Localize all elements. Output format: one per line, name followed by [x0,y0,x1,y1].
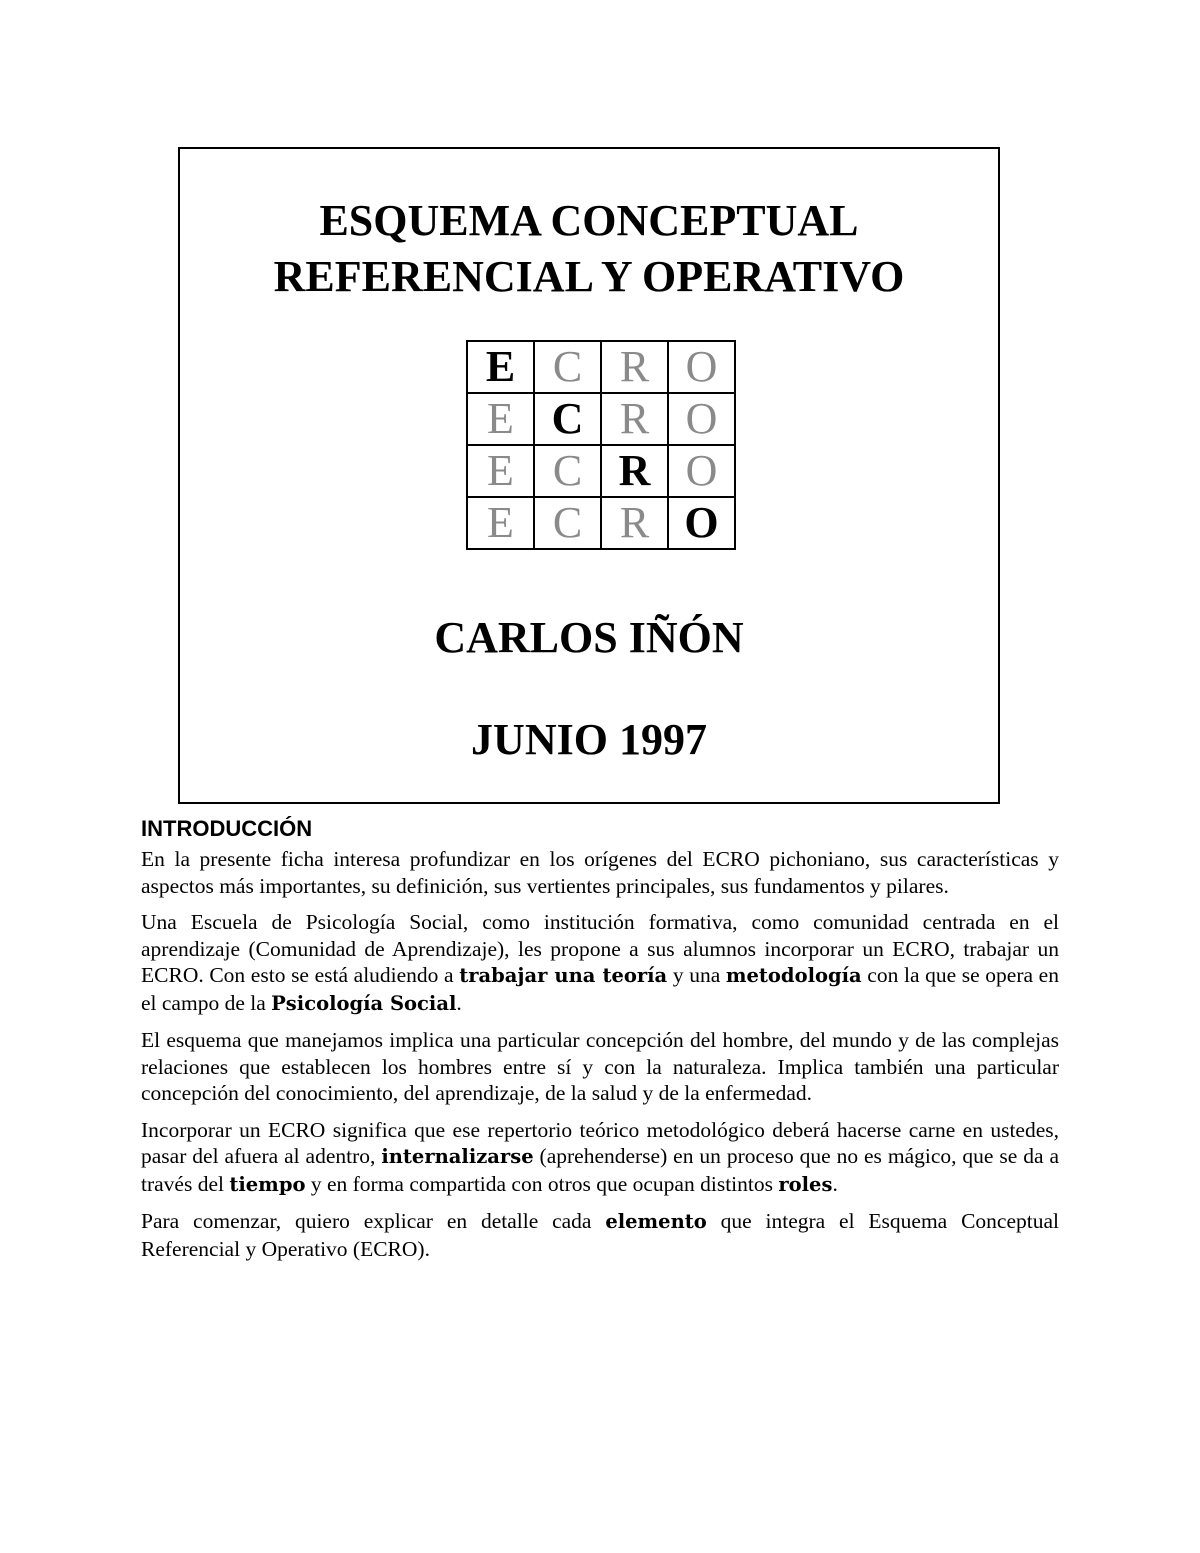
title-line-1: ESQUEMA CONCEPTUAL [319,196,859,245]
bold-term: elemento [605,1210,707,1233]
bold-term: metodología [725,964,862,987]
ecro-cell-c: C [534,445,601,497]
ecro-cell-c: C [534,393,601,445]
document-title [180,193,998,305]
section-heading: INTRODUCCIÓN [141,816,313,841]
bold-term: internalizarse [381,1145,534,1168]
ecro-cell-e: E [467,341,534,393]
paragraph-5 [141,1208,1059,1262]
bold-term: Psicología Social [271,991,457,1015]
publication-date: JUNIO 1997 [471,715,707,764]
paragraph-text: que integra el Esquema Conceptual Referencial y Operativo (ECRO). [141,1209,1059,1261]
ecro-cell-c: C [534,497,601,549]
ecro-row [467,393,735,445]
ecro-cell-r: R [601,393,668,445]
paragraph-text: . [456,990,462,1015]
paragraph-text: Una Escuela de Psicología Social, como institución formativa, como comunidad centrada en el aprendizaje (Comunidad de Aprendizaje), les propone a sus alumnos incorporar un ECRO, trabajar un ECRO. Con esto se está aludiendo a [141,910,1059,987]
author-name: CARLOS IÑÓN [434,613,744,662]
ecro-cell-r: R [601,341,668,393]
ecro-cell-o: O [668,393,735,445]
ecro-cell-o: O [668,497,735,549]
paragraph-text: . [832,1171,838,1196]
ecro-row [467,341,735,393]
ecro-cell-o: O [668,445,735,497]
ecro-row [467,445,735,497]
paragraph-text: y en forma compartida con otros que ocupan distintos [305,1171,779,1196]
paragraph-3: El esquema que manejamos implica una particular concepción del hombre, del mundo y de las complejas relaciones que establecen los hombres entre sí y con la naturaleza. Implica también una particular concepción del conocimiento, del aprendizaje, de la salud y de la enfermedad. [141,1028,1059,1105]
ecro-cell-o: O [668,341,735,393]
paragraph-text: con la que se opera en el campo de la [141,963,1059,1015]
title-line-2: REFERENCIAL Y OPERATIVO [273,252,905,301]
paragraph-text: Incorporar un ECRO significa que ese repertorio teórico metodológico deberá hacerse carne en ustedes, pasar del afuera al adentro, [141,1117,1059,1168]
paragraph-2 [141,909,1059,1017]
paragraph-text: (aprehenderse) en un proceso que no es mágico, que se da a través del [141,1144,1059,1196]
ecro-grid [466,340,736,550]
bold-term: tiempo [229,1172,306,1196]
paragraph-text: y una [667,963,726,987]
ecro-cell-r: R [601,497,668,549]
ecro-cell-r: R [601,445,668,497]
bold-term: roles [778,1172,833,1196]
ecro-cell-c: C [534,341,601,393]
ecro-cell-e: E [467,497,534,549]
cover-box [178,147,1000,804]
introduction-section [141,814,1059,1272]
paragraph-text: Para comenzar, quiero explicar en detalle cada [141,1209,606,1233]
ecro-row [467,497,735,549]
bold-term: trabajar una teoría [459,964,668,987]
paragraph-1: En la presente ficha interesa profundizar en los orígenes del ECRO pichoniano, sus características y aspectos más importantes, su definición, sus vertientes principales, sus fundamentos y pilares. [141,847,1059,898]
ecro-cell-e: E [467,445,534,497]
ecro-cell-e: E [467,393,534,445]
paragraph-4 [141,1117,1059,1199]
